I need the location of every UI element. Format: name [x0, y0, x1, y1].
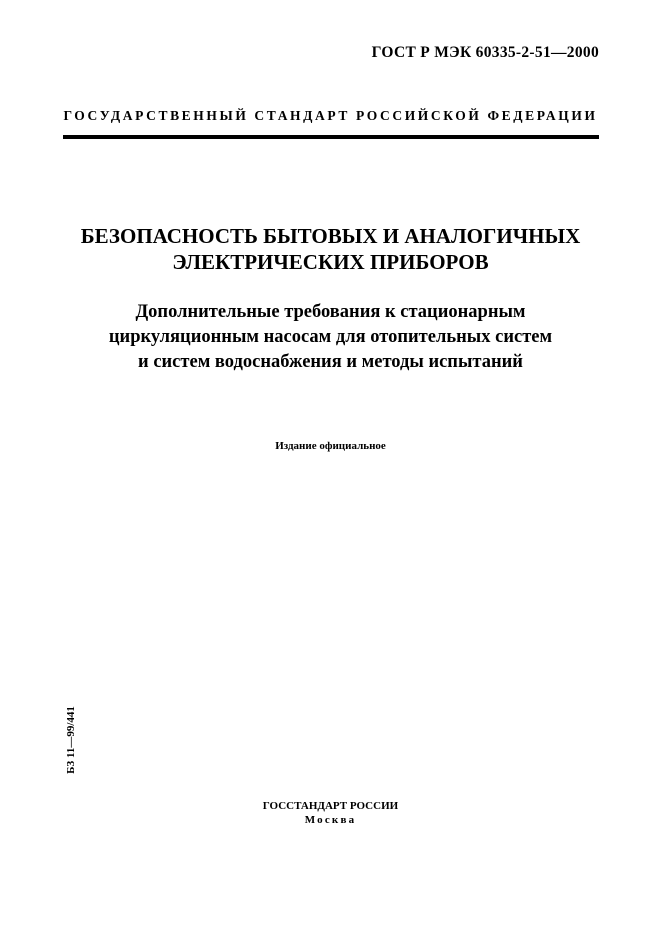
- header-divider: [63, 135, 599, 139]
- state-standard-heading: ГОСУДАРСТВЕННЫЙ СТАНДАРТ РОССИЙСКОЙ ФЕДЕРАЦИИ: [63, 108, 598, 123]
- title-line-2: ЭЛЕКТРИЧЕСКИХ ПРИБОРОВ: [172, 250, 489, 274]
- document-code: ГОСТ Р МЭК 60335-2-51—2000: [371, 44, 599, 61]
- publisher-block: [0, 799, 661, 827]
- document-subtitle: [0, 300, 661, 375]
- publisher-city: Москва: [304, 814, 357, 826]
- subtitle-line-2: циркуляционным насосам для отопительных систем: [108, 327, 553, 347]
- subtitle-line-3: и систем водоснабжения и методы испытаний: [138, 352, 523, 372]
- title-line-1: БЕЗОПАСНОСТЬ БЫТОВЫХ И АНАЛОГИЧНЫХ: [80, 224, 581, 248]
- subtitle-line-1: Дополнительные требования к стационарным: [135, 302, 526, 322]
- edition-label: Издание официальное: [275, 440, 386, 452]
- side-code: БЗ 11—99/441: [65, 706, 77, 774]
- publisher-name: ГОССТАНДАРТ РОССИИ: [262, 800, 399, 812]
- document-title: [0, 223, 661, 275]
